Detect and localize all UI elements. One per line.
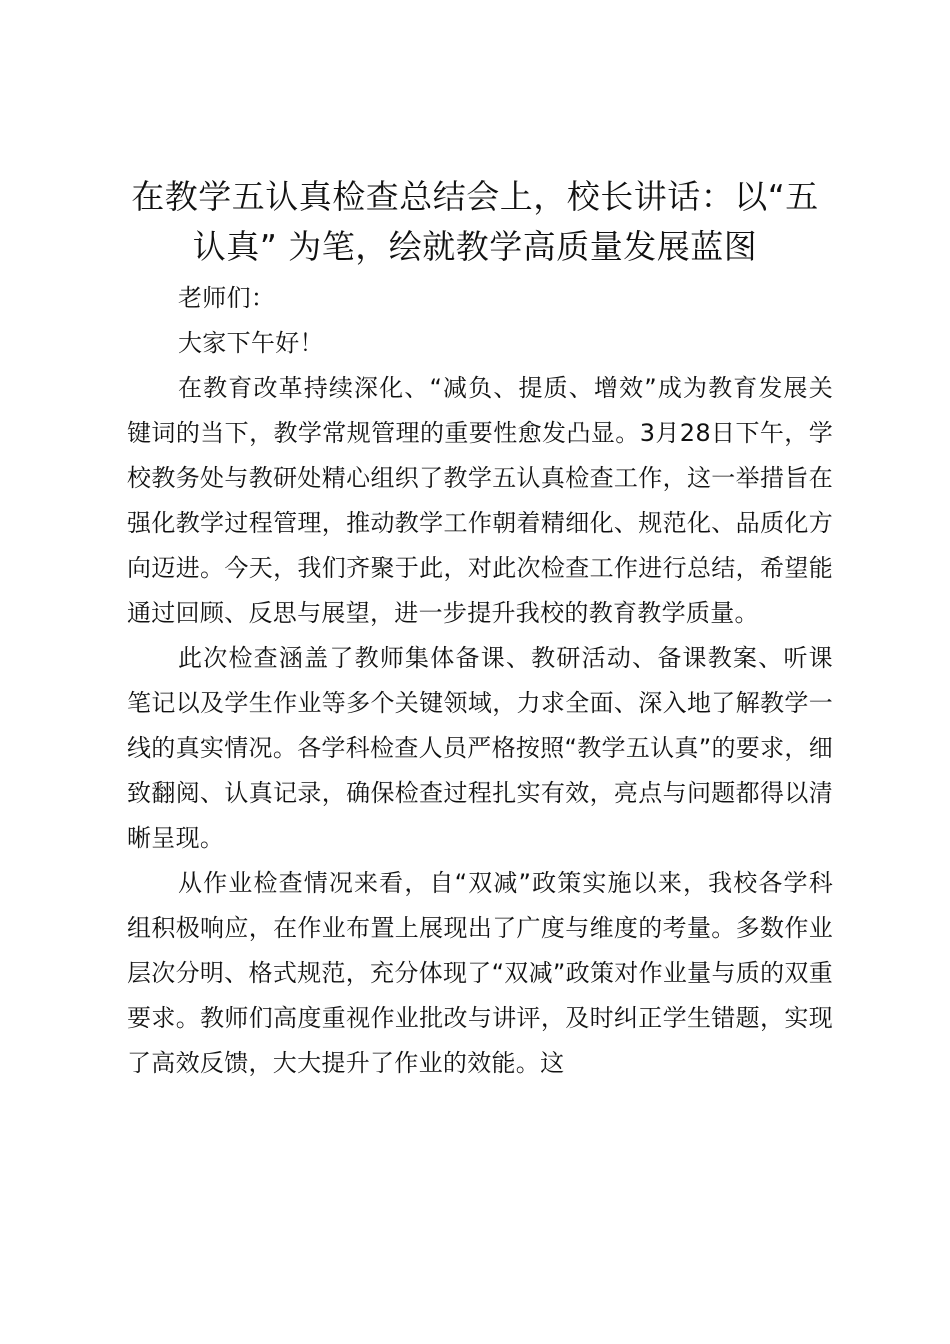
- paragraph-intro: 在教育改革持续深化、“减负、提质、增效”成为教育发展关键词的当下，教学常规管理的重要性愈发凸显。3月28日下午，学校教务处与教研处精心组织了教学五认真检查工作，这一举措旨在强化教学过程管理，推动教学工作朝着精细化、规范化、品质化方向迈进。今天，我们齐聚于此，对此次检查工作进行总结，希望能通过回顾、反思与展望，进一步提升我校的教育教学质量。: [127, 374, 833, 627]
- document-body: [127, 276, 833, 1086]
- document-title: 在教学五认真检查总结会上，校长讲话：以“五认真” 为笔，绘就教学高质量发展蓝图: [131, 177, 819, 266]
- paragraph-scope: 此次检查涵盖了教师集体备课、教研活动、备课教案、听课笔记以及学生作业等多个关键领域，力求全面、深入地了解教学一线的真实情况。各学科检查人员严格按照“教学五认真”的要求，细致翻阅、认真记录，确保检查过程扎实有效，亮点与问题都得以清晰呈现。: [127, 644, 833, 852]
- salutation: 老师们：: [178, 284, 276, 312]
- greeting: 大家下午好！: [178, 329, 324, 357]
- paragraph-homework: 从作业检查情况来看，自“双减”政策实施以来，我校各学科组积极响应，在作业布置上展现出了广度与维度的考量。多数作业层次分明、格式规范，充分体现了“双减”政策对作业量与质的双重要求。教师们高度重视作业批改与讲评，及时纠正学生错题，实现了高效反馈，大大提升了作业的效能。这: [127, 869, 833, 1077]
